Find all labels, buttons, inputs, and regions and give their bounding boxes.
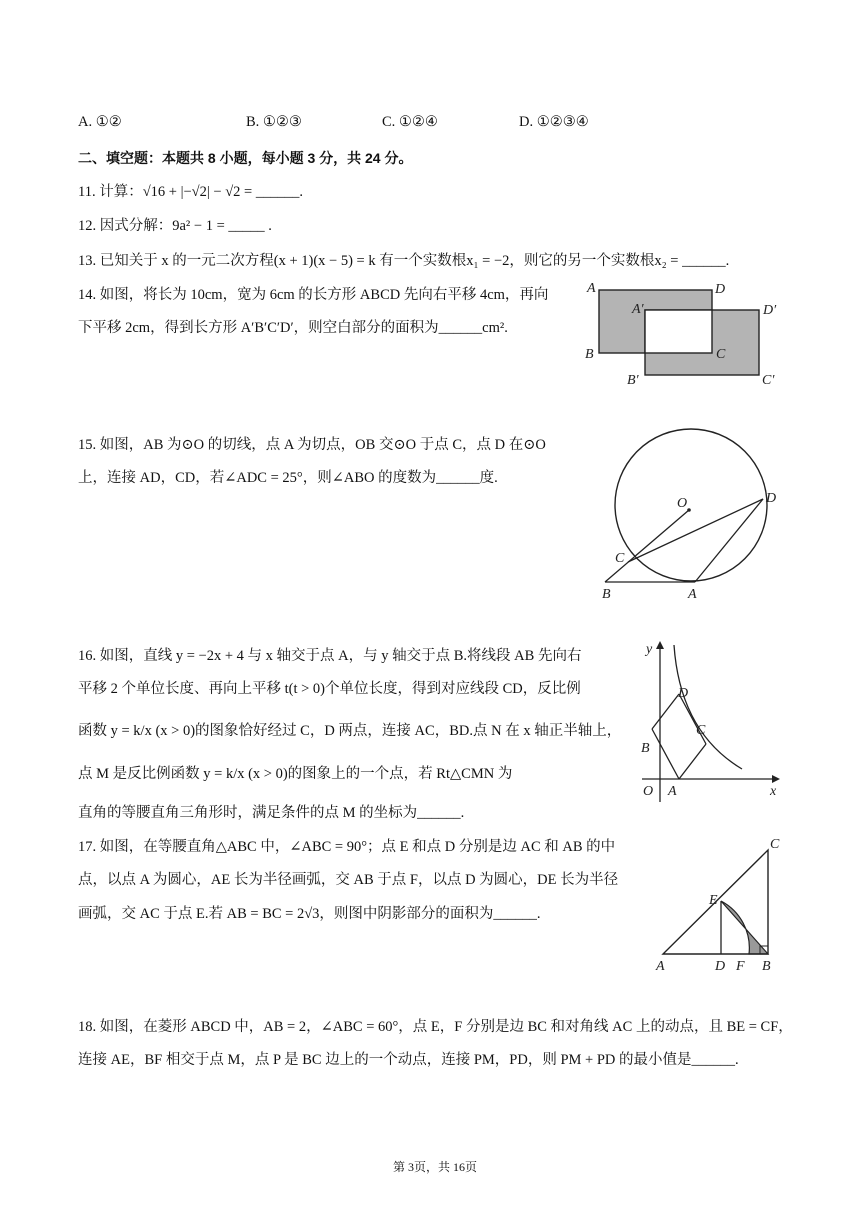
segment-bd: [652, 694, 679, 729]
fig14-label-c-prime: C′: [762, 373, 775, 388]
segment-ad: [695, 499, 763, 582]
figure-15: [598, 420, 798, 605]
fig16-label-y: y: [646, 642, 653, 657]
hyperbola-curve: [674, 645, 742, 769]
fig17-label-e: E: [709, 893, 718, 908]
option-c: C. ①②④: [382, 114, 438, 130]
fig14-label-b: B: [585, 347, 594, 362]
question-16-line-1: 16. 如图，直线 y = −2x + 4 与 x 轴交于点 A，与 y 轴交于点 B.将线段 AB 先向右: [78, 648, 582, 664]
fig16-label-a: A: [668, 784, 677, 799]
fig14-label-c: C: [716, 347, 726, 362]
fig14-label-b-prime: B′: [627, 373, 639, 388]
option-d: D. ①②③④: [519, 114, 589, 130]
figure-14: [582, 278, 782, 388]
question-16-line-4: 点 M 是反比例函数 y = k/x (x > 0)的图象上的一个点，若 Rt△CMN 为: [78, 766, 513, 782]
fig17-label-c: C: [770, 837, 780, 852]
question-14-line-2: 下平移 2cm，得到长方形 A′B′C′D′，则空白部分的面积为______cm².: [78, 320, 508, 336]
question-15-line-2: 上，连接 AD，CD，若∠ADC = 25°，则∠ABO 的度数为______度.: [78, 470, 498, 486]
question-18-line-1: 18. 如图，在菱形 ABCD 中，AB = 2，∠ABC = 60°，点 E，F 分别是边 BC 和对角线 AC 上的动点，且 BE = CF，: [78, 1019, 793, 1035]
segment-ac: [679, 744, 706, 779]
fig14-label-d-prime: D′: [763, 303, 777, 318]
fig16-label-b: B: [641, 741, 650, 756]
fig16-label-d: D: [678, 686, 689, 701]
center-o-dot: [687, 508, 691, 512]
question-17-line-2: 点，以点 A 为圆心，AE 长为半径画弧，交 AB 于点 F，以点 D 为圆心，DE 长为半径: [78, 872, 619, 888]
fig15-label-b: B: [602, 587, 611, 602]
question-16-line-2: 平移 2 个单位长度、再向上平移 t(t > 0)个单位长度，得到对应线段 CD，反比例: [78, 681, 581, 697]
figure-17: [648, 834, 788, 974]
fig15-label-d: D: [766, 491, 777, 506]
segment-cd: [628, 499, 763, 562]
fig16-label-o: O: [643, 784, 654, 799]
fig17-label-f: F: [736, 959, 745, 974]
question-13: 13. 已知关于 x 的一元二次方程(x + 1)(x − 5) = k 有一个实数根x₁ = −2，则它的另一个实数根x₂ = ______.: [78, 253, 730, 269]
fig17-label-b: B: [762, 959, 771, 974]
fig16-label-c: C: [696, 723, 706, 738]
question-16-line-3: 函数 y = k/x (x > 0)的图象恰好经过 C，D 两点，连接 AC，BD.点 N 在 x 轴正半轴上，: [78, 723, 622, 739]
question-16-line-5: 直角的等腰直角三角形时，满足条件的点 M 的坐标为______.: [78, 805, 465, 821]
y-axis-arrow: [656, 641, 664, 649]
fig15-label-o: O: [677, 496, 688, 511]
blank-overlap: [645, 310, 712, 353]
question-15-line-1: 15. 如图，AB 为⊙O 的切线，点 A 为切点，OB 交⊙O 于点 C，点 D 在⊙O: [78, 437, 546, 453]
question-14-line-1: 14. 如图，将长为 10cm，宽为 6cm 的长方形 ABCD 先向右平移 4cm，再向: [78, 287, 549, 303]
x-axis-arrow: [772, 775, 780, 783]
option-b: B. ①②③: [246, 114, 302, 130]
figure-16: [638, 637, 788, 807]
fig14-label-a: A: [587, 281, 596, 296]
line-ab: [652, 729, 679, 779]
question-11: 11. 计算：√16 + |−√2| − √2 = ______.: [78, 184, 303, 200]
fig17-label-d: D: [715, 959, 726, 974]
question-12: 12. 因式分解：9a² − 1 = _____ .: [78, 218, 272, 234]
segment-ob: [605, 510, 689, 582]
question-17-line-1: 17. 如图，在等腰直角△ABC 中，∠ABC = 90°；点 E 和点 D 分别是边 AC 和 AB 的中: [78, 839, 616, 855]
question-17-line-3: 画弧，交 AC 于点 E.若 AB = BC = 2√3，则图中阴影部分的面积为______.: [78, 906, 541, 922]
fig15-label-a: A: [688, 587, 697, 602]
fig15-label-c: C: [615, 551, 625, 566]
option-a: A. ①②: [78, 114, 122, 130]
fig16-label-x: x: [770, 784, 777, 799]
section-2-header: 二、填空题：本题共 8 小题，每小题 3 分，共 24 分。: [78, 150, 413, 166]
fig14-label-d: D: [715, 282, 726, 297]
question-18-line-2: 连接 AE，BF 相交于点 M，点 P 是 BC 边上的一个动点，连接 PM，PD，则 PM + PD 的最小值是______.: [78, 1052, 739, 1068]
fig17-label-a: A: [656, 959, 665, 974]
fig14-label-a-prime: A′: [632, 302, 644, 317]
page-footer: 第 3页，共 16页: [393, 1160, 478, 1174]
circle-o: [615, 429, 767, 581]
